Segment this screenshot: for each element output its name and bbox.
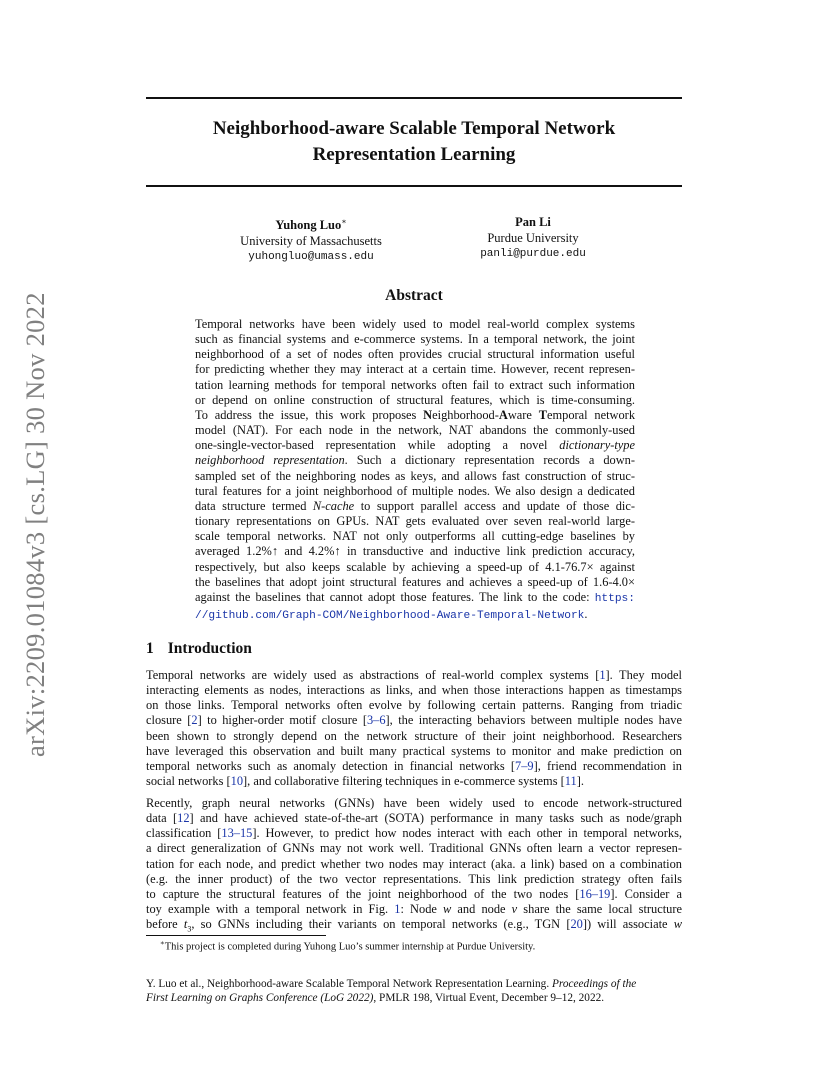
footnote-rule [146,935,326,936]
paragraph-line: closure [2] to higher-order motif closure [3–6], the interacting behaviors between multiple nodes have [146,713,682,728]
code-link-part-2[interactable]: //github.com/Graph-COM/Neighborhood-Aware-Temporal-Network [195,609,585,622]
paragraph-line: been shown to strongly depend on the network structure of their joint neighborhood. Researchers [146,728,682,743]
footnote-text: This project is completed during Yuhong Luo’s summer internship at Purdue University. [164,941,536,953]
code-link-part-1[interactable]: https: [594,592,635,605]
paragraph-line: a direct generalization of GNNs may not work well. Traditional GNNs often learn a vector represen- [146,841,682,856]
footnote-mark: ∗ [160,939,165,947]
author-email: yuhongluo@umass.edu [248,251,374,264]
paragraph-line: Temporal networks are widely used as abstractions of real-world complex systems [1]. They model [146,668,682,682]
abstract-line: To address the issue, this work proposes Neighborhood-Aware Temporal network [195,407,636,422]
abstract-last-line: //github.com/Graph-COM/Neighborhood-Aware-Temporal-Network. [195,606,588,622]
intro-paragraph-1 [146,668,682,789]
abstract-line: scale temporal networks. NAT not only outperforms all cutting-edge baselines by [195,529,635,544]
abstract-line: or depend on online construction of structural features, which is time-consuming. [195,392,635,407]
arxiv-stamp [20,285,50,757]
title-rule-top [146,97,682,99]
intro-paragraph-2 [146,796,682,937]
paper-title [146,116,682,168]
author-block-1 [218,214,404,265]
abstract-line: averaged 1.2%↑ and 4.2%↑ in transductive and inductive link prediction accuracy, [195,544,635,559]
citation-line-1: Y. Luo et al., Neighborhood-aware Scalable Temporal Network Representation Learning. Proceedings of the [146,978,637,990]
abstract-line: for predicting whether they may interact at a certain time. However, recent represen- [195,362,635,377]
title-line-2: Representation Learning [312,144,516,165]
footnote [160,937,535,954]
abstract-line: tural features for a joint neighborhood of multiple nodes. We also design a dedicated [195,483,635,498]
section-number: 1 [146,640,154,657]
author-block-2 [440,214,626,262]
arxiv-stamp-text: arXiv:2209.01084v3 [cs.LG] 30 Nov 2022 [20,292,50,757]
abstract-line: sampled set of the neighboring nodes as keys, and allows fast construction of struc- [195,468,635,483]
abstract-line: one-single-vector-based representation while adopting a novel dictionary-type [195,438,635,453]
paragraph-line: classification [13–15]. However, to predict how nodes interact with each other in temporal networks, [146,826,682,841]
paragraph-line: tation for each node, and predict whether two nodes may interact (aka. a link) based on a combination [146,856,682,871]
abstract-line: Temporal networks have been widely used to model real-world complex systems [195,317,635,331]
abstract-line: against the baselines that cannot adopt those features. The link to the code: https: [195,589,635,605]
paragraph-line: social networks [10], and collaborative filtering techniques in e-commerce systems [11]. [146,774,584,789]
abstract-heading: Abstract [385,287,443,304]
abstract-line: neighborhood representation. Such a dictionary representation records a down- [195,453,635,468]
author-affiliation: University of Massachusetts [240,234,382,249]
paragraph-line: have leveraged this observation and built many practical systems to monitor and make prediction on [146,743,682,758]
citation-line-2: First Learning on Graphs Conference (LoG 2022), PMLR 198, Virtual Event, December 9–12, 2022. [146,992,605,1004]
paragraph-line: (e.g. the inner product) of the two vector representations. This link prediction strategy often fails [146,871,682,886]
author-name: Yuhong Luo∗ [275,217,347,233]
abstract-line: respectively, but also keeps scalable by achieving a speed-up of 4.1-76.7× against [195,559,635,574]
section-title: Introduction [167,640,252,657]
abstract-line: model (NAT). For each node in the network, NAT abandons the commonly-used [195,423,635,438]
title-line-1: Neighborhood-aware Scalable Temporal Network [212,118,616,139]
paragraph-line: Recently, graph neural networks (GNNs) have been widely used to encode network-structured [146,796,682,810]
abstract-line: the baselines that adopt joint structural features and achieves a speed-up of 1.6-4.0× [195,574,635,589]
paragraph-line: data [12] and have achieved state-of-the-art (SOTA) performance in many tasks such as node/graph [146,811,682,826]
paragraph-line: temporal networks such as anomaly detection in financial networks [7–9], friend recommendation in [146,758,682,773]
abstract-line: neighborhood of a set of nodes often provides crucial structural information useful [195,347,635,362]
paragraph-line: interacting elements as nodes, interactions as links, and when those interactions happen as timestamps [146,683,682,698]
abstract-line: data structure termed N-cache to support parallel access and update of those dic- [195,498,635,513]
section-heading [146,640,252,658]
paragraph-line: on those links. Temporal networks often evolve by following certain patterns. Ranging from triadic [146,698,682,713]
abstract-line: tionary representations on GPUs. NAT gets evaluated over seven real-world large- [195,514,635,529]
paragraph-line: before $t_3$, so GNNs including their variants on temporal networks (e.g., TGN [20]) will associate w [146,917,682,934]
author-email: panli@purdue.edu [480,248,586,260]
title-rule-bottom [146,185,682,187]
author-name: Pan Li [515,215,551,229]
abstract-line: tation learning methods for temporal networks often fail to extract such information [195,377,635,392]
paragraph-line: toy example with a temporal network in Fig. 1: Node w and node v share the same local structure [146,902,682,917]
abstract-body [195,317,635,624]
venue-citation [146,977,682,1005]
paragraph-line: to capture the structural features of the joint neighborhood of the two nodes [16–19]. Consider a [146,886,682,901]
abstract-line: such as financial systems and e-commerce systems. In a temporal network, the joint [195,332,635,347]
author-affiliation: Purdue University [487,231,579,245]
